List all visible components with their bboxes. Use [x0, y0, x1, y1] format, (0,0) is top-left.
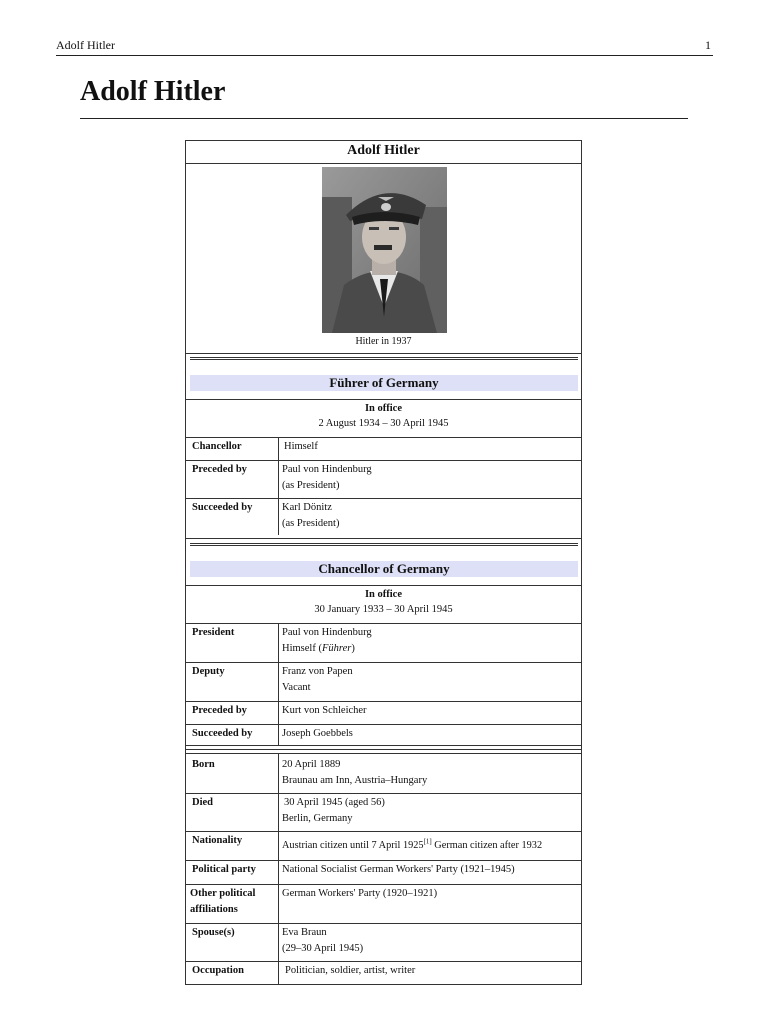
column-divider [278, 753, 279, 984]
divider [186, 793, 581, 794]
row-label-spouse: Spouse(s) [192, 927, 235, 938]
divider [186, 831, 581, 832]
row-value-deputy [282, 664, 353, 696]
value-line: Paul von Hindenburg [282, 627, 372, 638]
row-label-succeeded-by: Succeeded by [192, 728, 253, 739]
row-label-political-party: Political party [192, 864, 256, 875]
divider [186, 753, 581, 754]
row-label-other-affiliations [190, 886, 255, 918]
page-number: 1 [705, 38, 711, 52]
row-label-deputy: Deputy [192, 666, 225, 677]
double-divider [190, 543, 578, 546]
value-line: Himself ( [282, 643, 322, 654]
image-caption: Hitler in 1937 [355, 336, 412, 347]
row-value-died [284, 795, 385, 827]
row-label-nationality: Nationality [192, 835, 243, 846]
value-line: Eva Braun [282, 927, 327, 938]
double-divider [190, 357, 578, 360]
divider [186, 860, 581, 861]
value-line: 30 April 1945 (aged 56) [284, 797, 385, 808]
infobox [185, 140, 582, 985]
row-value-chancellor: Himself [284, 441, 318, 452]
divider [186, 701, 581, 702]
divider [186, 460, 581, 461]
fuhrer-in-office [186, 401, 581, 431]
value-line: Paul von Hindenburg [282, 464, 372, 475]
divider [186, 538, 581, 539]
in-office-label: In office [364, 403, 403, 414]
value-line: (29–30 April 1945) [282, 943, 364, 954]
in-office-dates: 2 August 1934 – 30 April 1945 [318, 418, 449, 429]
value-line: Vacant [282, 682, 311, 693]
section-heading-chancellor: Chancellor of Germany [190, 561, 578, 577]
reference-link[interactable]: [1] [423, 837, 432, 846]
divider [186, 749, 581, 750]
value-line: Karl Dönitz [282, 502, 332, 513]
row-value-president [282, 625, 372, 657]
divider [186, 623, 581, 624]
row-label-president: President [192, 627, 235, 638]
row-label-died: Died [192, 797, 213, 808]
row-label-born: Born [192, 759, 215, 770]
divider [186, 163, 581, 164]
column-divider [278, 623, 279, 745]
title-rule [80, 118, 688, 119]
running-header [56, 37, 713, 56]
value-line: German citizen after 1932 [431, 840, 543, 851]
value-line: (as President) [282, 518, 340, 529]
value-line: Austrian citizen until 7 April 1925 [282, 840, 424, 851]
row-label-chancellor: Chancellor [192, 441, 242, 452]
row-value-nationality [282, 838, 542, 854]
running-header-title: Adolf Hitler [56, 38, 115, 52]
column-divider [278, 437, 279, 535]
portrait-image [322, 167, 447, 333]
value-line: ) [351, 643, 355, 654]
page-title: Adolf Hitler [80, 76, 226, 107]
row-label-occupation: Occupation [192, 965, 244, 976]
divider [186, 745, 581, 746]
row-value-preceded-by: Kurt von Schleicher [282, 705, 367, 716]
value-line: 20 April 1889 [282, 759, 341, 770]
divider [186, 437, 581, 438]
portrait-illustration [322, 167, 447, 333]
divider [186, 353, 581, 354]
row-value-other-affiliations: German Workers' Party (1920–1921) [282, 888, 438, 899]
divider [186, 399, 581, 400]
divider [186, 724, 581, 725]
value-line: Braunau am Inn, Austria–Hungary [282, 775, 428, 786]
section-heading-fuhrer: Führer of Germany [190, 375, 578, 391]
divider [186, 498, 581, 499]
value-line: Berlin, Germany [282, 813, 353, 824]
row-value-preceded-by [282, 462, 372, 494]
row-label-preceded-by: Preceded by [192, 705, 247, 716]
value-line: Franz von Papen [282, 666, 353, 677]
divider [186, 662, 581, 663]
row-value-born [282, 757, 427, 789]
row-value-succeeded-by: Joseph Goebbels [282, 728, 353, 739]
in-office-dates: 30 January 1933 – 30 April 1945 [314, 604, 453, 615]
infobox-title: Adolf Hitler [347, 143, 420, 158]
divider [186, 961, 581, 962]
row-label-succeeded-by: Succeeded by [192, 502, 253, 513]
chancellor-in-office [186, 587, 581, 617]
row-value-succeeded-by [282, 500, 339, 532]
in-office-label: In office [364, 589, 403, 600]
divider [186, 884, 581, 885]
label-line: Other political [190, 888, 256, 899]
value-italic: Führer [321, 643, 352, 654]
row-value-occupation: Politician, soldier, artist, writer [285, 965, 416, 976]
value-line: (as President) [282, 480, 340, 491]
row-label-preceded-by: Preceded by [192, 464, 247, 475]
row-value-spouse [282, 925, 363, 957]
divider [186, 585, 581, 586]
row-value-political-party: National Socialist German Workers' Party (1921–1945) [282, 864, 515, 875]
label-line: affiliations [190, 904, 238, 915]
divider [186, 923, 581, 924]
